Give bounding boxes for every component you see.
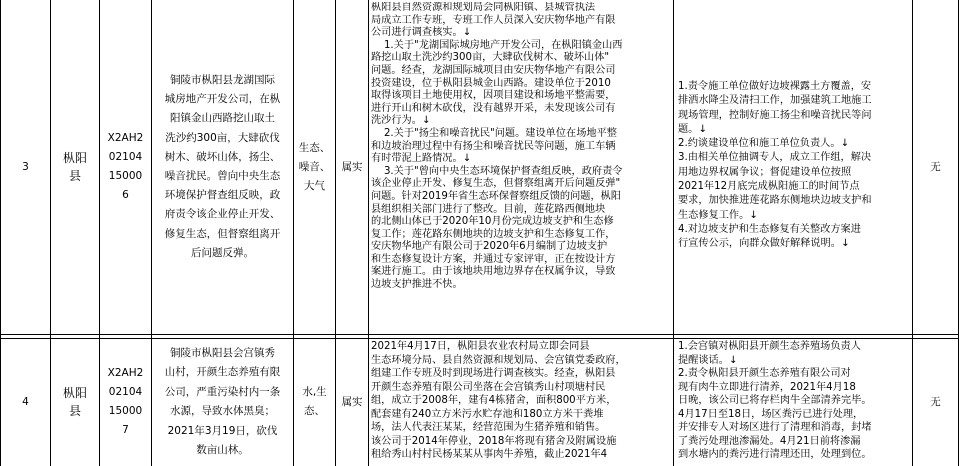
text-line: 行宣传公示，向群众做好解释说明。↓ (678, 238, 850, 250)
text-line: 提醒谈话。↓ (678, 354, 738, 366)
county-cell: 枞阳 县 (62, 386, 87, 418)
row-index: 4 (22, 396, 29, 408)
action-text (678, 340, 910, 462)
text-line: 3.由相关单位抽调专人，成立工作组，解决 (678, 152, 872, 164)
verdict-cell: 属实 (341, 396, 363, 408)
text-line: 现场管理，控制好施工扬尘和噪音扰民等问 (678, 109, 872, 121)
text-line: 2.约谈建设单位和施工单位负责人。↓ (678, 138, 850, 150)
investigation-text (371, 340, 671, 462)
text-line: 问题。针对2019年省生态环保督察组反馈的问题，枞阳 (371, 190, 622, 202)
text-line: 和边坡治理过程中有扬尘和噪音扰民等问题，施工车辆 (371, 140, 616, 152)
text-line: 用地边界权属争议；督促建设单位按照 (678, 166, 852, 178)
text-line: 案进行施工。由于该地块用地边界存在权属争议，导致 (371, 266, 616, 278)
verdict-cell: 属实 (341, 161, 363, 173)
text-line: 租给秀山村村民杨某某从事肉牛养殖，截止2021年4 (371, 449, 608, 460)
remark-cell: 无 (930, 161, 941, 173)
text-line: 该企业停止开发、修复生态，但督察组离开后问题反弹" (371, 178, 621, 190)
action-cell (678, 80, 910, 255)
text-line: 了粪污处理池渗漏处。4月21日前将渗漏 (678, 435, 861, 447)
county-cell: 枞阳 县 (62, 151, 87, 183)
text-line: 现有肉牛立即进行清养，2021年4月18 (678, 381, 856, 393)
text-line: 生态环境分局、县自然资源和规划局、会宫镇党委政府， (371, 354, 626, 366)
text-line: 路挖山取土洗沙约300亩，大肆砍伐树木、破坏山体" (371, 52, 610, 64)
text-line: 复工作；莲花路东侧地块的边坡支护和生态修复工作， (371, 228, 616, 240)
text-line: 县组织相关部门进行了整改。目前，莲花路西侧地块 (371, 203, 606, 215)
text-line: 开颜生态养殖有限公司坐落在会宫镇秀山村项塘村民 (371, 381, 606, 393)
text-line: 组，成立于2008年，建有4栋猪舍，面积800平方米， (371, 395, 617, 406)
text-line: 安庆物华地产有限公司于2020年6月编制了边坡支护 (371, 241, 608, 253)
text-line: 2021年12月底完成枞阳施工的时间节点 (678, 181, 860, 193)
text-line: 和生态修复设计方案，并通过专家评审，正在按设计方 (371, 253, 616, 265)
text-line: 并安排专人对场区进行了清理和消毒，封堵 (678, 422, 872, 433)
text-line: 取得该项目土地使用权，因项目建设和场地平整需要， (371, 90, 616, 102)
text-line: 场，法人代表汪某某，经营范围为生猪养殖和销售。 (371, 422, 606, 433)
grid-line (673, 0, 674, 466)
text-line: 1.会宫镇对枞阳县开颜生态养殖场负责人 (678, 341, 861, 352)
investigation-cell (371, 2, 671, 332)
text-line: 2.关于"扬尘和噪音扰民"问题。建设单位在场地平整 (371, 127, 617, 139)
category-cell: 生态、 噪音、 大气 (298, 141, 331, 192)
investigation-text (371, 2, 671, 292)
row-divider (0, 334, 959, 335)
text-line: 组建工作专班及时到现场进行调查核实。经查，枞阳县 (371, 368, 616, 379)
action-cell (678, 340, 910, 466)
text-line: 1.责令施工单位做好边坡裸露土方覆盖，安 (678, 81, 872, 92)
grid-line (368, 0, 369, 466)
text-line: 4.对边坡支护和生态修复有关整改方案进 (678, 223, 861, 235)
code-cell: X2AH2 02104 15000 6 (107, 132, 144, 201)
text-line: 题。↓ (678, 123, 707, 135)
description-cell: 铜陵市枞阳县龙湖国际 城房地产开发公司，在枞 阳镇金山西路挖山取土 洗沙约300亩，大肆砍伐 树木、破坏山体，扬尘、 噪音扰民。曾向中央生态 环境保护督查组反映，政 府责令该企业停止开发、 修复生态，但督察组离开 后问题反弹。 (164, 73, 281, 259)
text-line: 该公司于2014年停业，2018年将现有猪舍及附属设施 (371, 435, 617, 447)
text-line: 2021年4月17日，枞阳县农业农村局立即会同县 (371, 341, 590, 352)
text-line: 要求，加快推进莲花路东侧地块边坡支护和 (678, 195, 872, 207)
text-line: 3.关于"曾向中央生态环境保护督查组反映，政府责令 (371, 165, 623, 177)
text-line: 有时带泥上路情况。↓ (371, 153, 472, 165)
text-line: 日晚，该公司已将存栏肉牛全部清养完毕。 (678, 395, 872, 406)
text-line: 排洒水降尘及清扫工作，加强建筑工地施工 (678, 95, 872, 107)
text-line: 1.关于"龙湖国际城房地产开发公司，在枞阳镇金山西 (371, 39, 623, 51)
text-line: 洗沙行为。↓ (371, 115, 431, 127)
text-line: 投资建设，位于枞阳县城金山西路。建设单位于2010 (371, 77, 611, 89)
investigation-cell (371, 340, 671, 466)
text-line: 局成立工作专班，专班工作人员深入安庆物华地产有限 (371, 14, 616, 26)
text-line: 2.责令枞阳县开颜生态养殖有限公司对 (678, 368, 851, 379)
code-cell: X2AH2 02104 15000 7 (107, 367, 144, 436)
text-line: 配套建有240立方米污水贮存池和180立方米干粪堆 (371, 408, 604, 420)
text-line: 公司进行调查核实。↓ (371, 27, 472, 39)
remark-cell: 无 (930, 396, 941, 408)
action-text (678, 80, 910, 252)
text-line: 枞阳县自然资源和规划局会同枞阳镇、县城管执法 (371, 2, 596, 13)
text-line: 边坡支护推进不快。 (371, 279, 463, 291)
text-line: 问题。经查，龙湖国际城项目由安庆物华地产有限公司 (371, 64, 616, 76)
text-line: 的北侧山体已于2020年10月份完成边坡支护和生态修 (371, 216, 614, 228)
row-index: 3 (22, 161, 29, 173)
text-line: 到水塘内的粪污进行清理还田，处理到位。 (678, 449, 872, 460)
text-line: 生态修复工作。↓ (678, 209, 758, 221)
text-line: 进行开山和树木砍伐，没有越界开采，未发现该公司有 (371, 102, 616, 114)
description-cell: 铜陵市枞阳县会宫镇秀 山村，开颜生态养殖有限 公司，严重污染村内一条 水源，导致水体黑臭； 2021年3月19日，砍伐 数亩山林。 (164, 346, 281, 456)
category-cell: 水,生 态、 (302, 386, 327, 417)
text-line: 4月17日至18日，场区粪污已进行处理， (678, 408, 864, 420)
